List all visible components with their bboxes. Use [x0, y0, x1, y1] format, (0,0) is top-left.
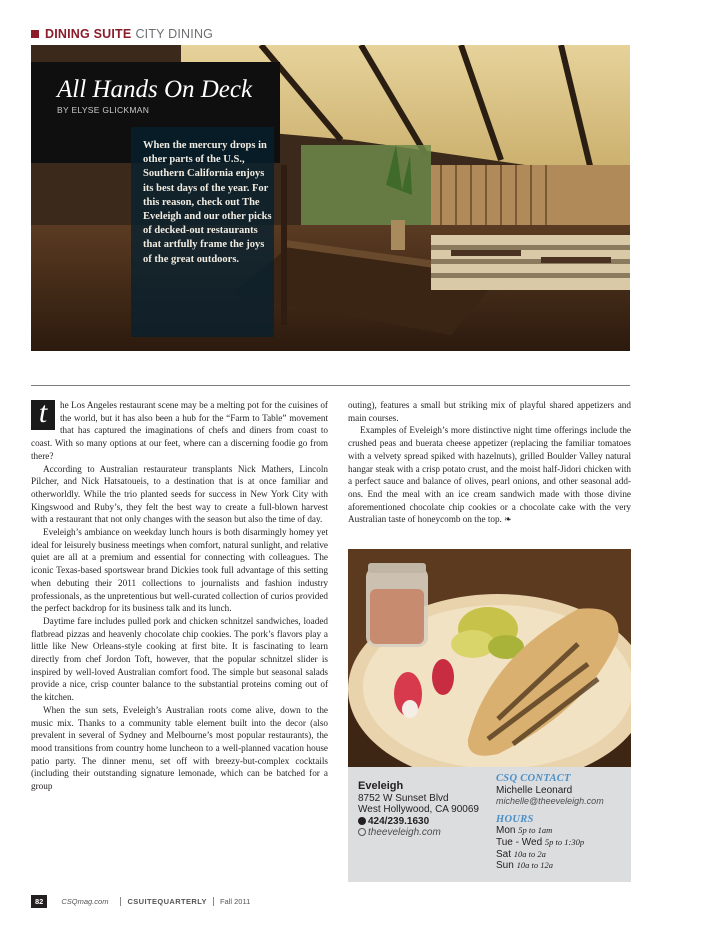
paragraph: Daytime fare includes pulled pork and chicken schnitzel sandwiches, loaded flatbread pizzas and heavenly chocolate chip cookies. The pork’s flavors play a little like New Orleans-style cooking at first bite. It is fascinating to learn directly from chef Jordon Toft, however, that the popular schnitzel slider is inspired by well-loved Australian comfort food. The simple but seasonal salads provide a nice, crisp counter balance to the substantial proteins coming out of the kitchen. — [31, 615, 328, 703]
article-column-right — [348, 399, 631, 526]
paragraph: outing), features a small but striking mix of playful shared appetizers and main courses. — [348, 400, 631, 423]
address-line-2: West Hollywood, CA 90069 — [358, 804, 479, 816]
paragraph: Examples of Eveleigh’s more distinctive night time offerings include the crushed peas and buerata cheese appetizer (replacing the familiar tomatoes with a velvety spread spiked with hazelnuts), grilled Boulder Valley natural hangar steak with a crisp potato crust, and the moist half-Jidori chicken with a perfect sauce and balance of olives, pearl onions, and other seasonal add-ons. End the meal with an ice cream sandwich made with those divine aforementioned chocolate chip cookies or a chocolate cake with the very Australian taste of honeycomb on the top. ❧ — [348, 425, 631, 525]
paragraph: When the sun sets, Eveleigh’s Australian roots come alive, down to the music mix. Thanks to a community table element built into the decor (also prevalent in several of Sydney and Melbourne’s most popular restaurants), the mood transitions from country home luncheon to a well-planned vacation house patio party. The dinner menu, set off with breezy-but-complex cocktails (including their outstanding signature lemonade, which can be batched for a group — [31, 704, 328, 792]
hours-day: Mon — [496, 825, 516, 837]
footer-website: CSQmag.com — [61, 896, 109, 906]
phone-row — [358, 816, 488, 828]
page-number: 82 — [31, 895, 47, 908]
contact-and-hours — [496, 773, 626, 872]
headline: All Hands On Deck — [57, 76, 253, 103]
contact-email[interactable]: michelle@theeveleigh.com — [496, 796, 604, 807]
phone-icon — [358, 817, 366, 825]
footer-separator — [213, 897, 214, 906]
divider — [31, 385, 630, 386]
article-column-left — [31, 396, 328, 793]
hours-row — [496, 825, 626, 837]
website-row — [358, 827, 488, 839]
hours-label: HOURS — [496, 813, 534, 825]
paragraph: Eveleigh’s ambiance on weekday lunch hours is both disarmingly homey yet ideal for leisurely business meetings when comfort, natural sunlight, and relative quiet are all at a premium and essential for connecting with colleagues. The iconic Texas-based sportswear brand Dickies took full advantage of this setting when debuting their 2011 collections to journalists and fashion industry professionals, as the unpretentious but well-curated collection of curios provided the perfect backdrop for its business talk and its lunch. — [31, 527, 328, 614]
drop-cap: t — [31, 400, 55, 430]
footer-separator — [120, 897, 121, 906]
address-line-1: 8752 W Sunset Blvd — [358, 792, 449, 804]
restaurant-info-box — [348, 767, 631, 882]
hours-time: 5p to 1:30p — [544, 836, 585, 847]
hours-day: Tue - Wed — [496, 836, 543, 848]
hours-day: Sat — [496, 848, 512, 860]
hours-day: Sun — [496, 860, 514, 872]
restaurant-details — [358, 781, 488, 839]
paragraph: According to Australian restaurateur transplants Nick Mathers, Lincoln Pilcher, and Nick Hatsatoueis, to a destination that is at once familiar and otherworldly. While the trio planted seeds for success in New York City with Kingswood and Ruby’s, they felt the best way to create a full-blown harvest with a restaurant that not only changes with the season but also the time of day. — [31, 463, 328, 525]
magazine-name: CSUITEQUARTERLY — [127, 896, 207, 906]
hero-photo-restaurant-patio — [31, 45, 630, 351]
contact-label: CSQ CONTACT — [496, 773, 571, 784]
byline: BY ELYSE GLICKMAN — [57, 105, 150, 115]
restaurant-name: Eveleigh — [358, 780, 404, 792]
section-name: DINING SUITE — [45, 27, 132, 41]
food-illustration — [348, 549, 631, 767]
globe-icon — [358, 828, 366, 836]
hours-row — [496, 837, 626, 849]
paragraph-text: he Los Angeles restaurant scene may be a melting pot for the cuisines of the world, but it has also been a hub for the “Farm to Table” movement that has captured the imaginations of chefs and diners from coast to coast. With so many options at our feet, where can a discerning foodie go from there? — [31, 400, 328, 461]
intro-text: When the mercury drops in other parts of the U.S., Southern California enjoys its best days of the year. For this reason, check out The Eveleigh and our other picks of decked-out restaurants that artfully frame the joys of the great outdoors. — [143, 140, 272, 265]
hours-time: 10a to 2a — [513, 848, 546, 859]
phone-number: 424/239.1630 — [368, 815, 430, 827]
section-marker-square — [31, 30, 39, 38]
contact-name: Michelle Leonard — [496, 784, 573, 796]
website[interactable]: theeveleigh.com — [368, 827, 441, 839]
hours-time: 10a to 12a — [516, 860, 553, 871]
food-photo-plate — [348, 549, 631, 767]
hours-time: 5p to 1am — [518, 825, 553, 836]
hours-row — [496, 849, 626, 861]
intro-box — [131, 127, 274, 337]
section-subname: CITY DINING — [135, 27, 214, 41]
page-footer — [31, 894, 291, 908]
paragraph — [31, 396, 328, 463]
hours-row — [496, 860, 626, 872]
issue-date: Fall 2011 — [219, 896, 251, 906]
section-header — [31, 27, 213, 41]
